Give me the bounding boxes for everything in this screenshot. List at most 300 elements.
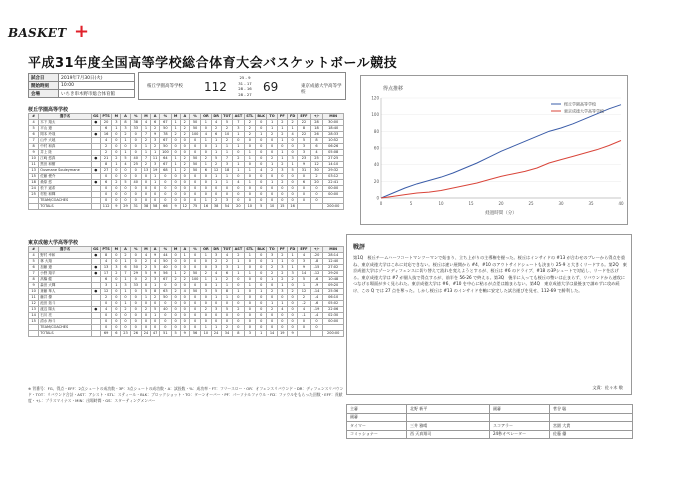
stats-column-header: PF [277, 247, 287, 253]
stat-cell: 14 [29, 313, 39, 319]
stat-cell: 14:10 [323, 162, 344, 168]
stat-cell: 22:06 [323, 307, 344, 313]
stat-cell [29, 331, 39, 337]
stat-cell: 0 [130, 132, 141, 138]
stat-cell: 0 [256, 186, 267, 192]
stat-cell: 0 [151, 198, 160, 204]
stat-cell: 0 [211, 301, 221, 307]
away-stats-table [28, 246, 344, 337]
stat-cell: 1 [221, 180, 232, 186]
stat-cell: 1 [233, 265, 244, 271]
stat-cell: 0 [121, 198, 130, 204]
stat-cell: 4 [141, 253, 150, 259]
stat-cell: 3 [121, 126, 130, 132]
stat-cell: 0 [256, 277, 267, 283]
stat-cell: 12 [29, 301, 39, 307]
player-name: 佐藤 俊介 [39, 174, 92, 180]
stat-cell: 0 [201, 313, 211, 319]
stat-cell: 1 [277, 126, 287, 132]
stat-cell: 6 [121, 265, 130, 271]
stat-cell: 0 [130, 259, 141, 265]
stat-cell: 0 [267, 313, 277, 319]
stat-cell: 0 [189, 295, 200, 301]
away-team-label: 東京成徳大学高等学校 [301, 84, 342, 95]
stat-cell: 200:00 [323, 331, 344, 337]
stats-column-header: OR [201, 247, 211, 253]
stats-column-header: % [160, 114, 171, 120]
stat-cell: 5 [298, 138, 311, 144]
stat-cell: 6 [310, 144, 323, 150]
stat-cell: 0 [287, 138, 297, 144]
stat-cell: 0 [221, 186, 232, 192]
stat-cell: 9 [151, 253, 160, 259]
stat-cell: 21 [100, 156, 111, 162]
stat-cell: 0 [160, 186, 171, 192]
stat-cell: 2 [201, 156, 211, 162]
stat-cell: 0 [171, 325, 180, 331]
stat-cell: 0 [160, 319, 171, 325]
officials-row [347, 422, 633, 431]
stat-cell: 0 [171, 253, 180, 259]
official-name: 宮園 大貴 [550, 422, 633, 431]
stat-cell: 0 [130, 325, 141, 331]
stat-cell: 24 [211, 331, 221, 337]
stat-cell: 0 [256, 301, 267, 307]
stat-cell: 1 [211, 174, 221, 180]
stat-cell: 50 [130, 265, 141, 271]
stat-cell: 0 [180, 192, 189, 198]
stat-cell: 2 [180, 277, 189, 283]
stat-cell: 2 [211, 259, 221, 265]
stat-cell: 0 [130, 307, 141, 313]
stat-cell: 1 [151, 150, 160, 156]
stat-cell: 112 [100, 204, 111, 210]
player-name: 小野 翔平 [39, 271, 92, 277]
stat-cell: 0 [100, 174, 111, 180]
stat-cell: 10 [244, 204, 255, 210]
meta-value: 10:00 [59, 82, 135, 90]
stat-cell: 100 [189, 277, 200, 283]
stat-cell: 18 [310, 126, 323, 132]
stat-cell: 13 [100, 265, 111, 271]
home-score: 112 [204, 80, 227, 94]
stat-cell: 1 [221, 283, 232, 289]
stat-cell: 24 [141, 331, 150, 337]
stats-column-header: +/- [310, 114, 323, 120]
stat-cell: 38 [211, 204, 221, 210]
stat-cell: ● [91, 307, 100, 313]
stat-cell: 2 [221, 138, 232, 144]
stat-cell: 19 [277, 331, 287, 337]
stat-cell: 0 [130, 301, 141, 307]
stat-cell: 2 [298, 295, 311, 301]
stat-cell: 09:20 [323, 283, 344, 289]
stat-cell: 29 [130, 271, 141, 277]
stat-cell: 0 [287, 150, 297, 156]
stat-cell: 6 [29, 132, 39, 138]
game-meta-table [28, 73, 135, 98]
stat-cell: -19 [310, 307, 323, 313]
stat-cell: 0 [287, 307, 297, 313]
stat-cell: 02:30 [323, 313, 344, 319]
stat-cell: 1 [244, 253, 255, 259]
stat-cell: 0 [244, 295, 255, 301]
stats-column-header: % [189, 114, 200, 120]
stat-cell: 1 [287, 265, 297, 271]
stat-cell: 0 [201, 265, 211, 271]
stat-cell: 8 [100, 253, 111, 259]
player-name: 石川 亮 [39, 313, 92, 319]
stat-cell: 0 [180, 301, 189, 307]
stat-cell: 0 [201, 301, 211, 307]
stat-cell: 63 [160, 289, 171, 295]
stat-cell: 2 [180, 132, 189, 138]
player-name: 平山 遼 [39, 126, 92, 132]
stat-cell: 0 [189, 301, 200, 307]
stat-cell: 8 [100, 162, 111, 168]
stat-cell: 0 [233, 325, 244, 331]
stat-cell: 0 [201, 126, 211, 132]
stat-cell: 0 [244, 301, 255, 307]
stat-cell: 0 [112, 325, 121, 331]
stats-column-header: DR [211, 247, 221, 253]
stat-cell: 10 [29, 156, 39, 162]
stat-cell: 40 [160, 265, 171, 271]
stat-cell: 0 [189, 186, 200, 192]
stat-cell: 1 [180, 253, 189, 259]
stat-cell: 0 [267, 150, 277, 156]
stat-cell: 2 [267, 156, 277, 162]
stat-cell: 0 [287, 174, 297, 180]
stats-column-header: PF [277, 114, 287, 120]
stat-cell: 1 [267, 180, 277, 186]
stat-cell: 2 [171, 132, 180, 138]
stat-cell: 0 [244, 144, 255, 150]
stat-cell: ● [91, 168, 100, 174]
stat-cell: 0 [121, 313, 130, 319]
official-role: タイマー [347, 422, 407, 431]
stat-cell: 2 [267, 168, 277, 174]
stat-cell: 29 [121, 204, 130, 210]
stat-cell: 0 [100, 186, 111, 192]
stat-cell: 4 [141, 120, 150, 126]
player-name: 森田 大輝 [39, 283, 92, 289]
stat-cell: 1 [287, 126, 297, 132]
stat-cell: 3 [221, 162, 232, 168]
stat-cell: ● [91, 180, 100, 186]
stat-cell: 0 [298, 192, 311, 198]
stat-cell: 38 [141, 204, 150, 210]
stat-cell: 1 [151, 313, 160, 319]
stat-cell: 0 [244, 198, 255, 204]
stat-cell: 0 [180, 174, 189, 180]
stat-cell: 3 [211, 253, 221, 259]
stat-cell: 25:36 [323, 289, 344, 295]
stat-cell: 2 [233, 253, 244, 259]
stat-cell: 23 [121, 331, 130, 337]
score-progression-chart [360, 75, 628, 225]
home-stats-table [28, 113, 344, 210]
official-name: 三井 雅晴 [407, 422, 490, 431]
stats-column-header: M [112, 114, 121, 120]
stat-cell: 0 [233, 283, 244, 289]
stat-cell: 0 [233, 319, 244, 325]
stat-cell: 25 [29, 192, 39, 198]
stat-cell: 0 [221, 313, 232, 319]
stat-cell: 0 [244, 313, 255, 319]
stat-cell: 9 [29, 150, 39, 156]
y-tick-label: 80 [373, 128, 379, 134]
stat-cell: 9 [180, 331, 189, 337]
stat-cell: 0 [277, 325, 287, 331]
stat-cell: 27:02 [323, 265, 344, 271]
player-name: 高橋 健 [39, 277, 92, 283]
stat-cell: 2 [310, 174, 323, 180]
stat-cell: 0 [100, 301, 111, 307]
stat-cell: 0 [189, 307, 200, 313]
y-tick-label: 100 [371, 112, 379, 118]
meta-value: いちき串木野市総合体育館 [59, 90, 135, 98]
stat-cell: 24 [29, 186, 39, 192]
series-line-1 [381, 141, 621, 199]
stat-cell: 27:25 [323, 156, 344, 162]
stat-cell: 2 [267, 307, 277, 313]
stat-cell: 1 [244, 150, 255, 156]
stat-cell: 1 [267, 277, 277, 283]
stat-cell: 2 [100, 150, 111, 156]
official-role: 24秒オペレーター [490, 430, 550, 439]
stat-cell: 7 [29, 271, 39, 277]
stat-cell: 1 [267, 162, 277, 168]
stat-cell: 0 [171, 301, 180, 307]
stat-cell: 0 [244, 259, 255, 265]
stat-cell: 1 [233, 259, 244, 265]
stats-column-header: MIN [323, 247, 344, 253]
stat-cell: 1 [211, 325, 221, 331]
stat-cell: 0 [130, 192, 141, 198]
stat-cell: 0 [112, 319, 121, 325]
stat-cell: 69 [100, 331, 111, 337]
stat-cell: 2 [112, 180, 121, 186]
stat-cell: 3 [287, 271, 297, 277]
stat-cell: 5 [151, 265, 160, 271]
stat-cell: 50 [189, 120, 200, 126]
stat-cell: 2 [180, 156, 189, 162]
stat-cell: 1 [141, 144, 150, 150]
stat-cell: 0 [160, 301, 171, 307]
player-name: TOTALS [39, 204, 92, 210]
stat-cell: 1 [256, 132, 267, 138]
stat-cell: 1 [256, 289, 267, 295]
stat-cell: 0 [121, 168, 130, 174]
stat-cell: 0 [298, 319, 311, 325]
x-tick-label: 20 [498, 201, 504, 206]
stats-column-header: FD [287, 114, 297, 120]
stat-cell: 2 [244, 132, 255, 138]
legend-entry: 東京成徳大学高等学校 [564, 108, 604, 114]
stat-cell: 0 [201, 295, 211, 301]
stat-cell: 0 [256, 150, 267, 156]
player-name: 木下 翔太 [39, 120, 92, 126]
stat-cell: 4 [100, 259, 111, 265]
stat-cell: 0 [189, 319, 200, 325]
stat-cell: 50 [189, 126, 200, 132]
stats-column-header: A [121, 247, 130, 253]
x-tick-label: 10 [438, 201, 444, 206]
officials-row [347, 405, 633, 414]
stat-cell: 15 [277, 204, 287, 210]
stat-cell: 6 [298, 180, 311, 186]
stat-cell: 7 [233, 120, 244, 126]
stat-cell: 1 [277, 138, 287, 144]
stat-cell: 1 [171, 162, 180, 168]
stat-cell: 0 [160, 198, 171, 204]
stat-cell: 0 [277, 198, 287, 204]
stat-cell: 31 [130, 204, 141, 210]
stat-cell: 0 [277, 313, 287, 319]
stat-cell: 2 [180, 120, 189, 126]
y-tick-label: 60 [373, 145, 379, 151]
stat-cell: 0 [130, 168, 141, 174]
stats-column-header: % [160, 247, 171, 253]
stat-cell: 0 [201, 259, 211, 265]
stat-cell: 64 [160, 156, 171, 162]
home-team-label: 桜丘学園高等学校 [147, 84, 183, 89]
stat-cell: 28 [310, 120, 323, 126]
player-name: 井上 陸 [39, 150, 92, 156]
stat-cell: 26 [130, 331, 141, 337]
stat-cell [310, 204, 323, 210]
official-name [550, 413, 633, 422]
stat-cell: 1 [211, 150, 221, 156]
stat-cell: 0 [233, 301, 244, 307]
stat-cell: 5 [121, 180, 130, 186]
stat-cell: 3 [267, 253, 277, 259]
page-title: 平成31年度全国高等学校総合体育大会バスケットボール競技 [28, 56, 398, 71]
stat-cell: 67 [160, 277, 171, 283]
stat-cell: 0 [160, 174, 171, 180]
stat-cell: 67 [160, 138, 171, 144]
stat-cell: 1 [112, 162, 121, 168]
official-name: 佐藤 優 [550, 430, 633, 439]
stat-cell: 2 [287, 289, 297, 295]
stat-cell: 8 [298, 126, 311, 132]
stat-cell: 2 [141, 259, 150, 265]
stat-cell: 2 [180, 162, 189, 168]
stat-cell: 8 [221, 289, 232, 295]
stat-cell: 0 [141, 301, 150, 307]
stat-cell [298, 204, 311, 210]
stat-cell: 0 [267, 144, 277, 150]
stat-cell: 1 [233, 168, 244, 174]
quarter-score: 28 - 27 [238, 92, 252, 98]
stat-cell: 0 [256, 307, 267, 313]
review-body: 第1Q 桜丘チームハーフコートマンツーマンで始まり、立ち上がりの主導権を握った。桜丘はインサイドの #13 が合わせのプレーから得点を重ね、東京成徳大学はこれに対応できない。桜丘は速い展開から #4、#10 のアウトサイドシュートも決まり 25-9 と大きくリードする。第2Q 東京成徳大学はゾーンディフェンスに切り替えて流れを変えようとするが、桜丘は #6 のドライブ、#18 の3Pシュートで対応し、リードを広げる。東京成徳大学は #7 が個人技で得点するが、前半を 56-26 で終える。第3Q 後半に入っても桜丘の勢いは止まらず、リバウンドから速攻につなげる場面が多く見られた。東京成徳大学は #6、#10 を中心に粘るが点差は縮まらない。第4Q 東京成徳大学は最後まで諦めずに攻め続け、この Q では 27 点を奪った。しかし桜丘は #13 のインサイドを軸に安定した試合運びを見せ、112-69 で勝利した。 [353, 255, 627, 293]
stat-cell: 0 [267, 283, 277, 289]
official-name: 菅谷 聡 [550, 405, 633, 414]
stat-cell: 0 [221, 301, 232, 307]
stat-cell: 10 [221, 132, 232, 138]
stat-cell: 15 [29, 319, 39, 325]
stat-cell: 0 [244, 319, 255, 325]
stat-cell: 0 [201, 319, 211, 325]
stat-cell: 0 [267, 174, 277, 180]
stat-cell: 0 [287, 192, 297, 198]
stat-cell: 1 [233, 289, 244, 295]
player-name: 松下 遥希 [39, 186, 92, 192]
stat-cell: 1 [171, 126, 180, 132]
stat-cell: 2 [267, 265, 277, 271]
stat-cell: 0 [189, 144, 200, 150]
stat-cell: 1 [244, 156, 255, 162]
stat-cell: 4 [256, 168, 267, 174]
stat-cell: 0 [160, 313, 171, 319]
stat-cell: 1 [121, 259, 130, 265]
stat-cell: 0 [112, 313, 121, 319]
player-name: 清水 海斗 [39, 319, 92, 325]
y-tick-label: 40 [373, 162, 379, 168]
stat-cell: 0 [141, 192, 150, 198]
stat-cell: 2 [180, 126, 189, 132]
stat-cell: 4 [211, 120, 221, 126]
stat-cell: 0 [130, 138, 141, 144]
stat-cell: 3 [277, 289, 287, 295]
stat-cell: 2 [180, 168, 189, 174]
stat-cell: 3 [151, 277, 160, 283]
stat-cell: 3 [298, 150, 311, 156]
stat-cell: -12 [310, 271, 323, 277]
stats-column-header: PTS [102, 114, 110, 118]
stat-cell: 1 [298, 283, 311, 289]
stat-cell: 30 [310, 168, 323, 174]
stat-cell: 0 [244, 265, 255, 271]
stat-cell: 0 [244, 186, 255, 192]
stat-cell: 2 [267, 289, 277, 295]
stat-cell: 0 [256, 283, 267, 289]
stat-cell: 2 [141, 277, 150, 283]
stat-cell: 0 [171, 265, 180, 271]
stats-column-header: BLK [257, 247, 266, 251]
player-name: 野村 幸和 [39, 253, 92, 259]
stat-cell: 0 [287, 319, 297, 325]
official-role: 副審 [347, 413, 407, 422]
stat-cell: 0 [171, 259, 180, 265]
logo-text: BASKET [8, 26, 67, 40]
stat-cell: 50 [160, 144, 171, 150]
stat-cell: 0 [130, 313, 141, 319]
stat-cell: 0 [112, 186, 121, 192]
stat-cell: 0 [141, 325, 150, 331]
stat-cell: 4 [100, 307, 111, 313]
stat-cell: 00:00 [323, 319, 344, 325]
stat-cell: 0 [151, 325, 160, 331]
stat-cell: 17 [100, 271, 111, 277]
official-role: 主審 [347, 405, 407, 414]
stat-cell: 5 [141, 271, 150, 277]
stat-cell: 5 [151, 307, 160, 313]
stat-cell: 0 [100, 319, 111, 325]
stat-cell: 0 [171, 186, 180, 192]
stat-cell: 23 [298, 156, 311, 162]
player-name: 林 大翔 [39, 259, 92, 265]
stat-cell: 0 [189, 192, 200, 198]
stat-cell: 0 [141, 313, 150, 319]
stat-cell: 6 [211, 132, 221, 138]
official-name: 西 天真翔司 [407, 430, 490, 439]
stat-cell: 0 [100, 192, 111, 198]
stat-cell: 40 [130, 156, 141, 162]
stat-cell: 0 [151, 301, 160, 307]
